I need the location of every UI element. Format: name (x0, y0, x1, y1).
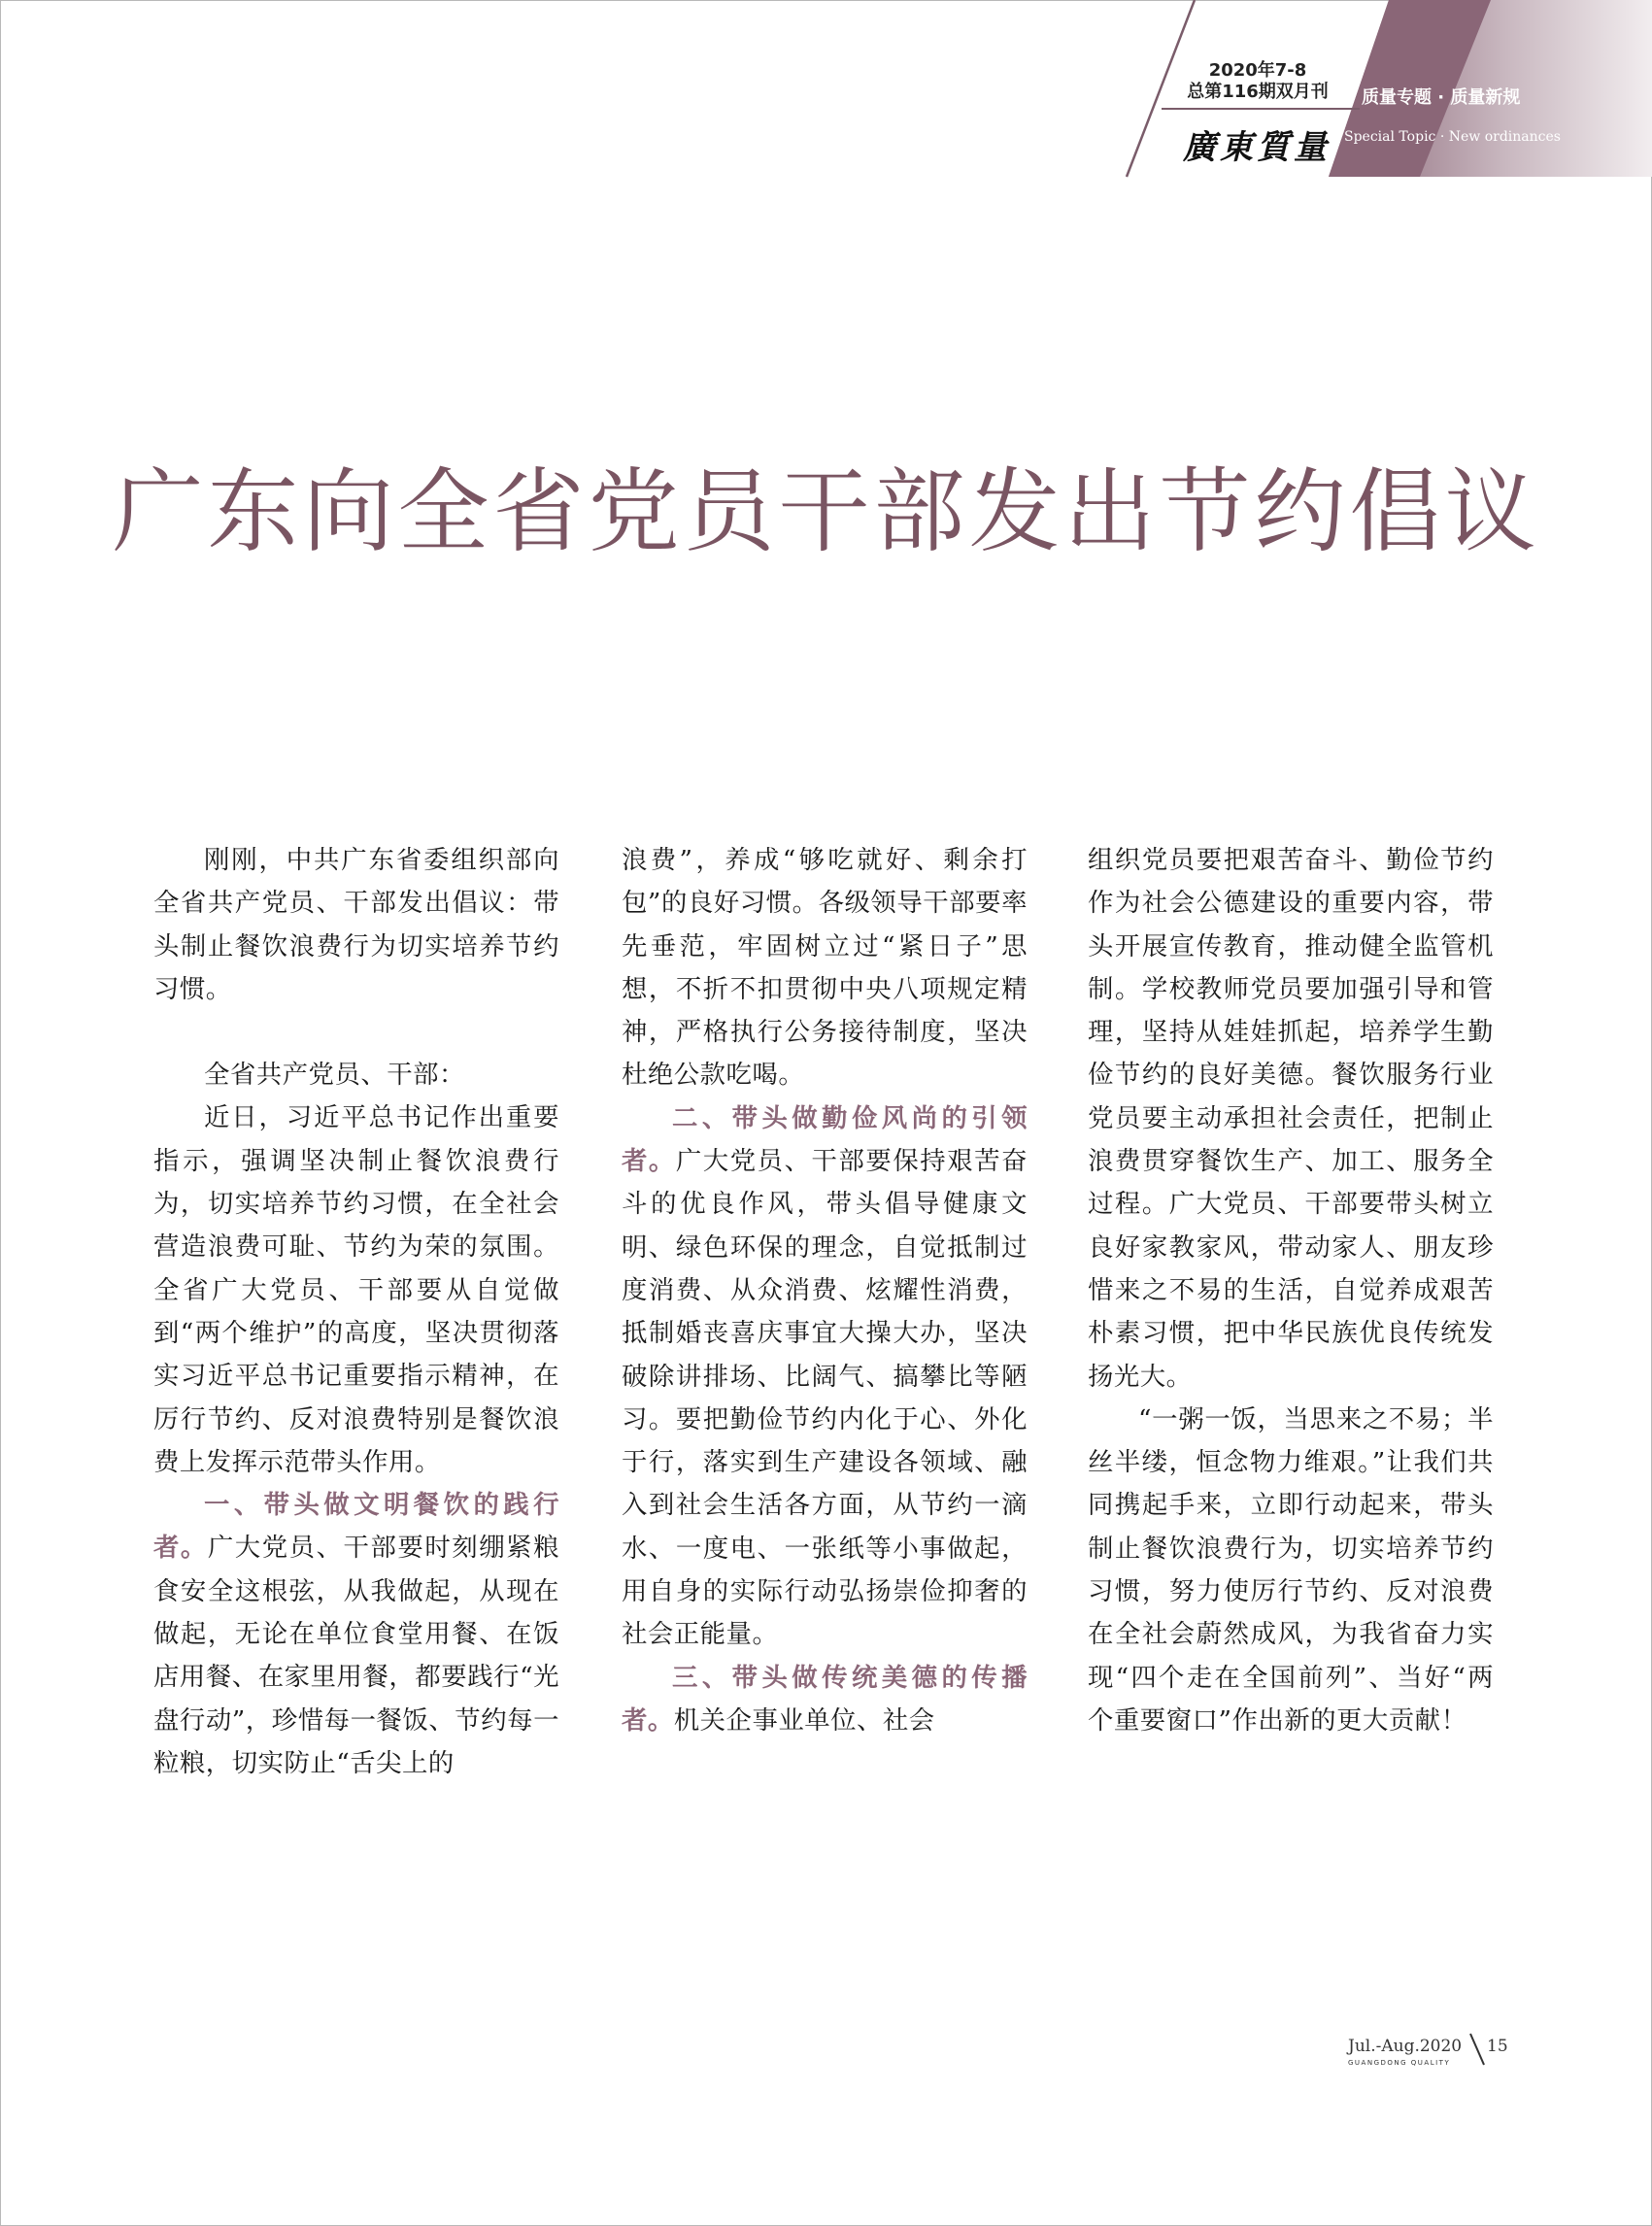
section-1-heading: 一、带头做文明餐饮的践行者。 (153, 1490, 559, 1564)
closing-paragraph: “一粥一饭，当思来之不易；半丝半缕，恒念物力维艰。”让我们共同携起手来，立即行动起来，带头制止餐饮浪费行为，切实培养节约习惯，努力使厉行节约、反对浪费在全社会蔚然成风，为我省奋力实现“四个走在全国前列”、当好“两个重要窗口”作出新的更大贡献！ (1088, 1403, 1494, 1736)
page-number: 15 (1487, 2037, 1508, 2056)
section-label-english: Special Topic · New ordinances (1344, 129, 1561, 145)
footer-date: Jul.-Aug.2020 (1348, 2037, 1463, 2056)
section-3-continued: 组织党员要把艰苦奋斗、勤俭节约作为社会公德建设的重要内容，带头开展宣传教育，推动健全监管机制。学校教师党员要加强引导和管理，坚持从娃娃抓起，培养学生勤俭节约的良好美德。餐饮服务行业党员要主动承担社会责任，把制止浪费贯穿餐饮生产、加工、服务全过程。广大党员、干部要带头树立良好家教家风，带动家人、朋友珍惜来之不易的生活，自觉养成艰苦朴素习惯，把中华民族优良传统发扬光大。 (1088, 845, 1494, 1392)
article-column-3 (1088, 839, 1494, 1742)
section-2-heading: 二、带头做勤俭风尚的引领者。 (622, 1102, 1028, 1177)
section-2-text: 广大党员、干部要保持艰苦奋斗的优良作风，带头倡导健康文明、绿色环保的理念，自觉抵制过度消费、从众消费、炫耀性消费，抵制婚丧喜庆事宜大操大办，坚决破除讲排场、比阔气、搞攀比等陋习。要把勤俭节约内化于心、外化于行，落实到生产建设各领域、融入到社会生活各方面，从节约一滴水、一度电、一张纸等小事做起，用自身的实际行动弘扬崇俭抑奢的社会正能量。 (622, 1146, 1028, 1650)
article-title: 广东向全省党员干部发出节约倡议 (112, 458, 1540, 565)
section-3-heading: 三、带头做传统美德的传播者。 (622, 1662, 1028, 1736)
intro-paragraph: 近日，习近平总书记作出重要指示，强调坚决制止餐饮浪费行为，切实培养节约习惯，在全社会营造浪费可耻、节约为荣的氛围。全省广大党员、干部要从自觉做到“两个维护”的高度，坚决贯彻落实习近平总书记重要指示精神，在厉行节约、反对浪费特别是餐饮浪费上发挥示范带头作用。 (153, 1102, 559, 1477)
magazine-logo: 廣東質量 (1183, 128, 1331, 167)
footer-brand: GUANGDONG QUALITY (1348, 2059, 1451, 2067)
salutation: 全省共产党员、干部： (204, 1060, 465, 1091)
article-column-2 (622, 839, 1028, 1742)
article-column-1 (153, 839, 559, 1785)
section-label: 质量专题 · 质量新规 (1362, 87, 1521, 108)
section-2-paragraph (622, 1097, 1028, 1657)
footer-separator (1468, 2032, 1488, 2067)
section-3-paragraph (622, 1657, 1028, 1743)
section-3-text: 机关企事业单位、社会 (673, 1704, 935, 1736)
lead-paragraph: 刚刚，中共广东省委组织部向全省共产党员、干部发出倡议：带头制止餐饮浪费行为切实培养节约习惯。 (153, 845, 559, 1004)
issue-date: 2020年7-8 (1208, 60, 1307, 81)
issue-info (1161, 60, 1355, 103)
issue-number: 总第116期双月刊 (1187, 82, 1329, 102)
section-1-continued: 浪费”，养成“够吃就好、剩余打包”的良好习惯。各级领导干部要率先垂范，牢固树立过“紧日子”思想，不折不扣贯彻中央八项规定精神，严格执行公务接待制度，坚决杜绝公款吃喝。 (622, 845, 1028, 1091)
section-1-text: 广大党员、干部要时刻绷紧粮食安全这根弦，从我做起，从现在做起，无论在单位食堂用餐、在饭店用餐、在家里用餐，都要践行“光盘行动”，珍惜每一餐饭、节约每一粒粮，切实防止“舌尖上的 (153, 1533, 560, 1778)
section-1-paragraph (153, 1484, 559, 1785)
